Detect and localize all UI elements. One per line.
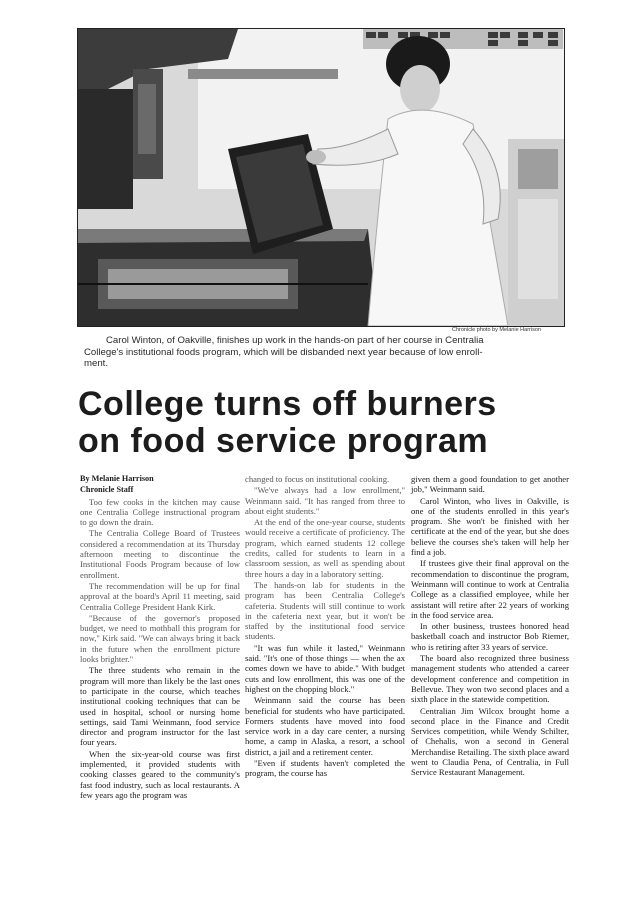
byline-staff: Chronicle Staff <box>80 485 134 495</box>
paragraph: At the end of the one-year course, students would receive a certificate of proficiency. The program, which earned students 12 college credits, called for students to learn in a classroom session, as well as spending about three hours a day in a laboratory setting. <box>245 517 405 579</box>
caption-line: Carol Winton, of Oakville, finishes up work in the hands-on part of her course in Centralia <box>106 335 484 346</box>
paragraph: Weinmann said the course has been beneficial for students who have participated. Formers students have moved into food service work in a day care center, a nursing home, a camp in Alaska, a resort, a school district, a jail and a retirement center. <box>245 695 405 757</box>
paragraph: The board also recognized three business management students who attended a career development conference and competition in Bellevue. They won two second places and a sixth place in the statewide competition. <box>411 653 569 705</box>
caption-line: ment. <box>84 358 108 369</box>
headline-line-2: on food service program <box>78 422 489 460</box>
paragraph: In other business, trustees honored head basketball coach and instructor Bob Riemer, who is retiring after 33 years of service. <box>411 621 569 652</box>
paragraph: If trustees give their final approval on the recommendation to discontinue the program, Weinmann will continue to work at Centralia College as a classified employee, while her assistant will retire after 22 years of working in the food service area. <box>411 558 569 620</box>
headline <box>78 386 578 460</box>
news-photo <box>77 28 565 327</box>
photo-caption <box>84 335 562 370</box>
paragraph: Carol Winton, who lives in Oakville, is one of the students enrolled in this year's program. She won't be finished with her certificate at the end of the year, but she does believe the courses she's taken will help her find a job. <box>411 495 569 558</box>
kitchen-photo-illustration <box>78 29 564 326</box>
article-column-2 <box>245 474 405 779</box>
paragraph: "We've always had a low enrollment," Weinmann said. "It has ranged from three to about eight students." <box>245 485 405 516</box>
paragraph: "Even if students haven't completed the program, the course has <box>245 758 405 779</box>
paragraph: Centralian Jim Wilcox brought home a second place in the Finance and Credit Services competition, while Wendy Schilter, of Chehalis, won a second in General Merchandise Retailing. The sixth place award went to Claudia Pena, of Centralia, in Full Service Restaurant Management. <box>411 705 569 778</box>
article-column-3 <box>411 474 569 778</box>
paragraph: The hands-on lab for students in the program has been Centralia College's cafeteria. Students will still continue to work in the cafeteria next year, but it won't be staffed by the institutional food service students. <box>245 579 405 642</box>
headline-line-1: College turns off burners <box>78 385 497 423</box>
paragraph: When the six-year-old course was first implemented, it provided students with cooking classes geared to the community's fast food industry, such as local restaurants. A few years ago the program was <box>80 748 240 800</box>
caption-line: College's institutional foods program, which will be disbanded next year because of low enroll- <box>84 346 483 358</box>
paragraph: "Because of the governor's proposed budget, we need to mothball this program for now," Kirk said. "We can always bring it back in the future when the enrollment picture looks brighter." <box>80 612 240 665</box>
paragraph: Too few cooks in the kitchen may cause one Centralia College instructional program to go down the drain. <box>80 496 240 528</box>
paragraph: The recommendation will be up for final approval at the board's April 11 meeting, said Centralia College President Hank Kirk. <box>80 580 240 612</box>
paragraph: The three students who remain in the program will more than likely be the last ones to participate in the course, which teaches institutional cooking techniques that can be used in hospital, school or nursing home settings, said Tami Weinmann, food service director and program instructor for the last four years. <box>80 665 240 748</box>
paragraph: changed to focus on institutional cooking. <box>245 474 390 484</box>
byline-author: By Melanie Harrison <box>80 474 154 483</box>
paragraph: given them a good foundation to get another job," Weinmann said. <box>411 474 569 495</box>
paragraph: "It was fun while it lasted," Weinmann said. "It's one of those things — when the ax comes down we have to abide." With budget cuts and low enrollment, this was one of the highest on the chopping block." <box>245 642 405 694</box>
paragraph: The Centralia College Board of Trustees considered a recommendation at its Thursday afternoon meeting to discontinue the Institutional Foods Program because of low enrollment. <box>80 528 240 580</box>
photo-credit: Chronicle photo by Melanie Harrison <box>452 327 541 333</box>
article-column-1 <box>80 474 240 800</box>
